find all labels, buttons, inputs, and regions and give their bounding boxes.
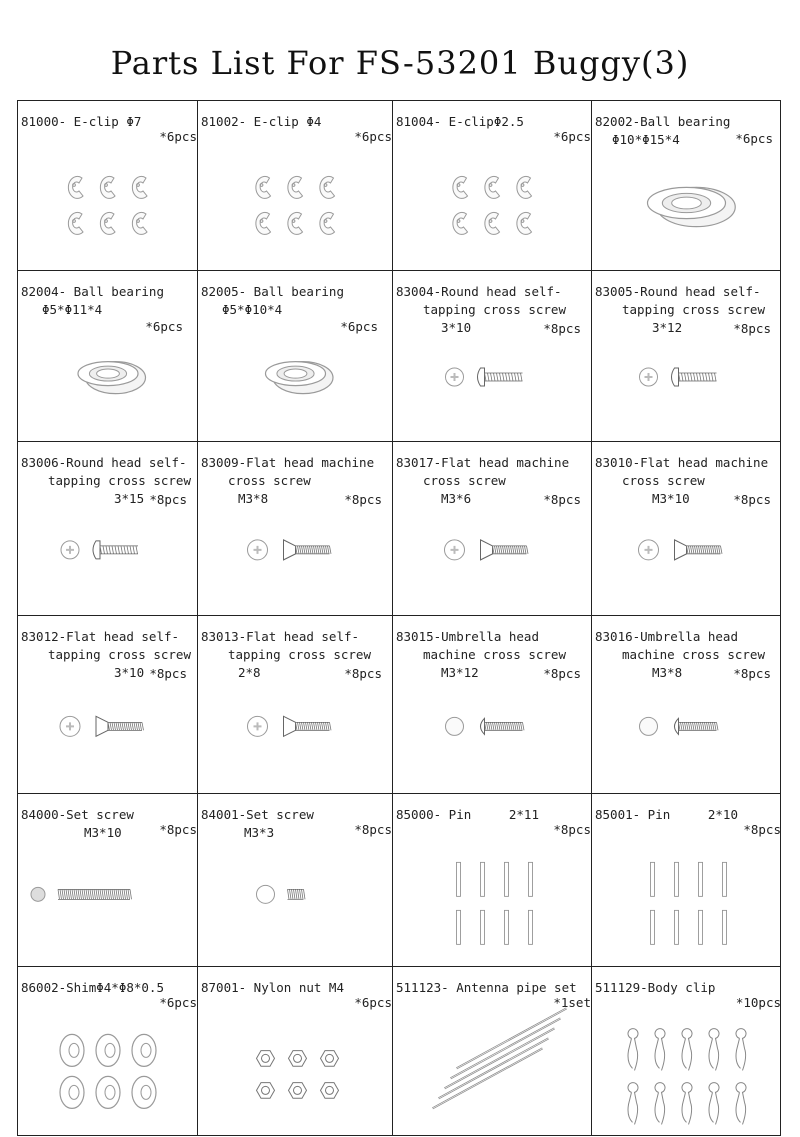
part-size: 3*12 (652, 320, 683, 335)
part-cell (592, 616, 781, 794)
part-cell (393, 101, 592, 271)
part-cell (198, 967, 393, 1136)
part-cell (393, 271, 592, 442)
part-size: 2*8 (238, 665, 261, 680)
part-size: 3*10 (441, 320, 472, 335)
part-description: machine cross screw (622, 647, 765, 662)
part-size: M3*6 (441, 491, 472, 506)
part-quantity: *1set (553, 995, 591, 1010)
part-quantity: *10pcs (735, 995, 781, 1010)
part-name: 81000- E-clip Φ7 (21, 114, 142, 129)
part-name: 81004- E-clipΦ2.5 (396, 114, 524, 129)
part-description: tapping cross screw (622, 302, 765, 317)
part-name: 85000- Pin 2*11 (396, 807, 539, 822)
part-name: 86002-ShimΦ4*Φ8*0.5 (21, 980, 164, 995)
part-name: 83016-Umbrella head (595, 629, 738, 644)
part-quantity: *8pcs (543, 492, 581, 507)
part-description: machine cross screw (423, 647, 566, 662)
part-name: 83012-Flat head self- (21, 629, 180, 644)
part-cell (393, 616, 592, 794)
part-quantity: *8pcs (344, 492, 382, 507)
part-cell (393, 967, 592, 1136)
part-description: Φ10*Φ15*4 (612, 132, 680, 147)
part-description: Φ5*Φ11*4 (42, 302, 103, 317)
part-quantity: *8pcs (543, 666, 581, 681)
part-size: M3*8 (652, 665, 683, 680)
part-quantity: *8pcs (149, 666, 187, 681)
part-size: M3*3 (244, 825, 275, 840)
part-description: tapping cross screw (228, 647, 371, 662)
part-quantity: *6pcs (354, 995, 392, 1010)
part-name: 85001- Pin 2*10 (595, 807, 738, 822)
part-name: 83009-Flat head machine (201, 455, 375, 470)
part-name: 87001- Nylon nut M4 (201, 980, 344, 995)
part-quantity: *8pcs (149, 492, 187, 507)
part-name: 83004-Round head self- (396, 284, 562, 299)
part-description: cross screw (423, 473, 506, 488)
part-size: 3*10 (114, 665, 145, 680)
part-cell (198, 271, 393, 442)
part-quantity: *8pcs (354, 822, 392, 837)
part-quantity: *8pcs (543, 321, 581, 336)
part-cell (592, 442, 781, 616)
part-name: 84001-Set screw (201, 807, 314, 822)
part-cell (198, 616, 393, 794)
part-cell (393, 442, 592, 616)
part-quantity: *6pcs (159, 995, 197, 1010)
part-quantity: *8pcs (733, 492, 771, 507)
part-cell (18, 442, 198, 616)
part-quantity: *8pcs (733, 666, 771, 681)
part-quantity: *6pcs (735, 131, 773, 146)
part-cell (198, 101, 393, 271)
part-quantity: *6pcs (354, 129, 392, 144)
part-quantity: *8pcs (743, 822, 781, 837)
part-quantity: *6pcs (340, 319, 378, 334)
part-cell (198, 442, 393, 616)
part-description: tapping cross screw (48, 473, 191, 488)
part-name: 83013-Flat head self- (201, 629, 360, 644)
part-cell (18, 616, 198, 794)
part-quantity: *8pcs (553, 822, 591, 837)
part-size: M3*8 (238, 491, 269, 506)
part-name: 82005- Ball bearing (201, 284, 344, 299)
part-name: 82002-Ball bearing (595, 114, 731, 129)
part-size: M3*12 (441, 665, 479, 680)
part-description: cross screw (622, 473, 705, 488)
part-name: 83005-Round head self- (595, 284, 761, 299)
part-description: Φ5*Φ10*4 (222, 302, 283, 317)
part-name: 83015-Umbrella head (396, 629, 539, 644)
part-quantity: *6pcs (553, 129, 591, 144)
part-cell (592, 271, 781, 442)
part-cell (592, 794, 781, 967)
parts-grid (17, 100, 781, 1136)
part-cell (592, 967, 781, 1136)
part-size: M3*10 (652, 491, 690, 506)
part-quantity: *6pcs (159, 129, 197, 144)
part-name: 83006-Round head self- (21, 455, 187, 470)
part-cell (18, 967, 198, 1136)
part-name: 83017-Flat head machine (396, 455, 570, 470)
part-description: tapping cross screw (423, 302, 566, 317)
part-cell (18, 794, 198, 967)
part-quantity: *8pcs (159, 822, 197, 837)
part-name: 83010-Flat head machine (595, 455, 769, 470)
part-name: 511123- Antenna pipe set (396, 980, 577, 995)
part-quantity: *6pcs (145, 319, 183, 334)
part-quantity: *8pcs (733, 321, 771, 336)
part-size: M3*10 (84, 825, 122, 840)
part-name: 82004- Ball bearing (21, 284, 164, 299)
part-cell (393, 794, 592, 967)
part-cell (18, 101, 198, 271)
part-size: 3*15 (114, 491, 145, 506)
part-quantity: *8pcs (344, 666, 382, 681)
part-cell (18, 271, 198, 442)
part-cell (592, 101, 781, 271)
page-title: Parts List For FS-53201 Buggy(3) (110, 44, 690, 82)
part-name: 84000-Set screw (21, 807, 134, 822)
part-description: cross screw (228, 473, 311, 488)
part-name: 81002- E-clip Φ4 (201, 114, 322, 129)
part-description: tapping cross screw (48, 647, 191, 662)
part-cell (198, 794, 393, 967)
part-name: 511129-Body clip (595, 980, 716, 995)
